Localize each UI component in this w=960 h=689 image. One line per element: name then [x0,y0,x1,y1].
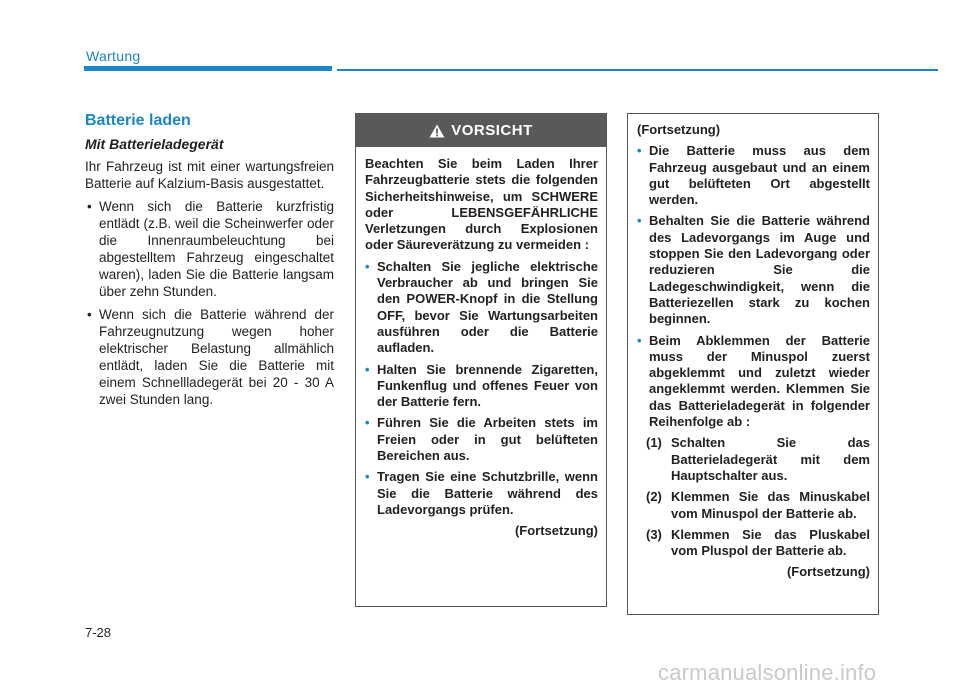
section-title: Batterie laden [85,112,191,129]
list-item [365,469,598,518]
list-item-text: Beim Abklemmen der Batterie muss der Minuspol zuerst abgeklemmt und zuletzt wieder angeklemmt werden. Klemmen Sie das Batterieladegerät in folgender Reihenfolge ab : [649,332,870,430]
step-number: (3) [646,526,662,542]
left-bullet-list [85,198,334,408]
list-item-text: Wenn sich die Batterie während der Fahrzeugnutzung wegen hoher elektrischer Belastung allmählich entlädt, laden Sie die Batterie mit einem Schnellladegerät bei 20 - 30 A zwei Stunden lang. [99,307,334,407]
caution-body-continued [628,114,878,581]
bullet-icon: • [87,199,92,214]
continued-top-note: (Fortsetzung) [637,122,721,137]
header-rule-thin [337,69,938,71]
list-item-text: Tragen Sie eine Schutzbrille, wenn Sie die Batterie während des Ladevorgangs prüfen. [377,469,598,517]
step-text: Klemmen Sie das Minuskabel vom Minuspol der Batterie ab. [671,489,870,521]
left-column [85,112,334,414]
continued-note: (Fortsetzung) [514,523,598,539]
section-subtitle: Mit Batterieladegerät [85,136,224,152]
list-item [637,333,870,431]
warning-triangle-icon [429,124,445,138]
bullet-icon: • [637,332,642,348]
caution-header [356,114,606,147]
page-number: 7-28 [85,625,112,640]
intro-paragraph: Ihr Fahrzeug ist mit einer wartungsfreien Batterie auf Kalzium-Basis ausgestattet. [85,159,334,191]
list-item-text: Führen Sie die Arbeiten stets im Freien oder in gut belüfteten Bereichen aus. [377,415,598,464]
list-item-text: Schalten Sie jegliche elektrische Verbraucher ab und bringen Sie den POWER-Knopf in die Stellung OFF, bevor Sie Wartungsarbeiten ausführen oder die Batterie aufladen. [377,258,598,356]
step-text: Klemmen Sie das Pluskabel vom Pluspol der Batterie ab. [671,526,870,559]
list-item-text: Behalten Sie die Batterie während des Ladevorgangs im Auge und stoppen Sie den Ladevorgang oder reduzieren Sie die Ladegeschwindigkeit, wenn die Batteriezellen stark zu kochen beginnen. [649,213,870,327]
bullet-icon: • [365,258,370,274]
step-item [646,489,870,522]
bullet-icon: • [637,213,642,229]
caution-box-continued [627,113,879,615]
list-item [365,259,598,357]
caution-bullet-list [365,259,598,518]
caution-box [355,113,607,607]
header-rule-thick [84,66,332,71]
list-item [365,362,598,411]
step-text: Schalten Sie das Batterieladegerät mit dem Hauptschalter aus. [671,435,870,483]
bullet-icon: • [637,143,642,159]
bullet-icon: • [365,415,370,431]
bullet-icon: • [87,307,92,322]
step-list [637,435,870,559]
list-item [85,306,334,408]
list-item [85,198,334,300]
list-item-text: Wenn sich die Batterie kurzfristig entlädt (z.B. weil die Scheinwerfer oder die Innenraumbeleuchtung bei abgestelltem Fahrzeug eingeschaltet waren), laden Sie die Batterie langsam über zehn Stunden. [99,199,334,299]
step-item [646,435,870,484]
list-item-text: Halten Sie brennende Zigaretten, Funkenflug und offenes Feuer von der Batterie fern. [377,361,598,410]
list-item [365,415,598,464]
list-item-text: Die Batterie muss aus dem Fahrzeug ausgebaut und an einem gut belüfteten Ort abgestellt werden. [649,143,870,208]
list-item [637,213,870,327]
step-item [646,527,870,560]
watermark: carmanualsonline.info [658,660,877,685]
bullet-icon: • [365,361,370,377]
caution-bullet-list-continued [637,143,870,430]
bullet-icon: • [365,469,370,485]
section-label: Wartung [86,48,141,64]
caution-body [356,147,606,540]
step-number: (1) [646,435,662,451]
continued-note: (Fortsetzung) [786,564,870,580]
step-number: (2) [646,489,662,505]
caution-intro: Beachten Sie beim Laden Ihrer Fahrzeugbatterie stets die folgenden Sicherheitshinweise, um SCHWERE oder LEBENSGEFÄHRLICHE Verletzungen durch Explosionen oder Säureverätzung zu vermeiden : [365,156,598,253]
list-item [637,143,870,208]
caution-label: VORSICHT [451,122,533,139]
